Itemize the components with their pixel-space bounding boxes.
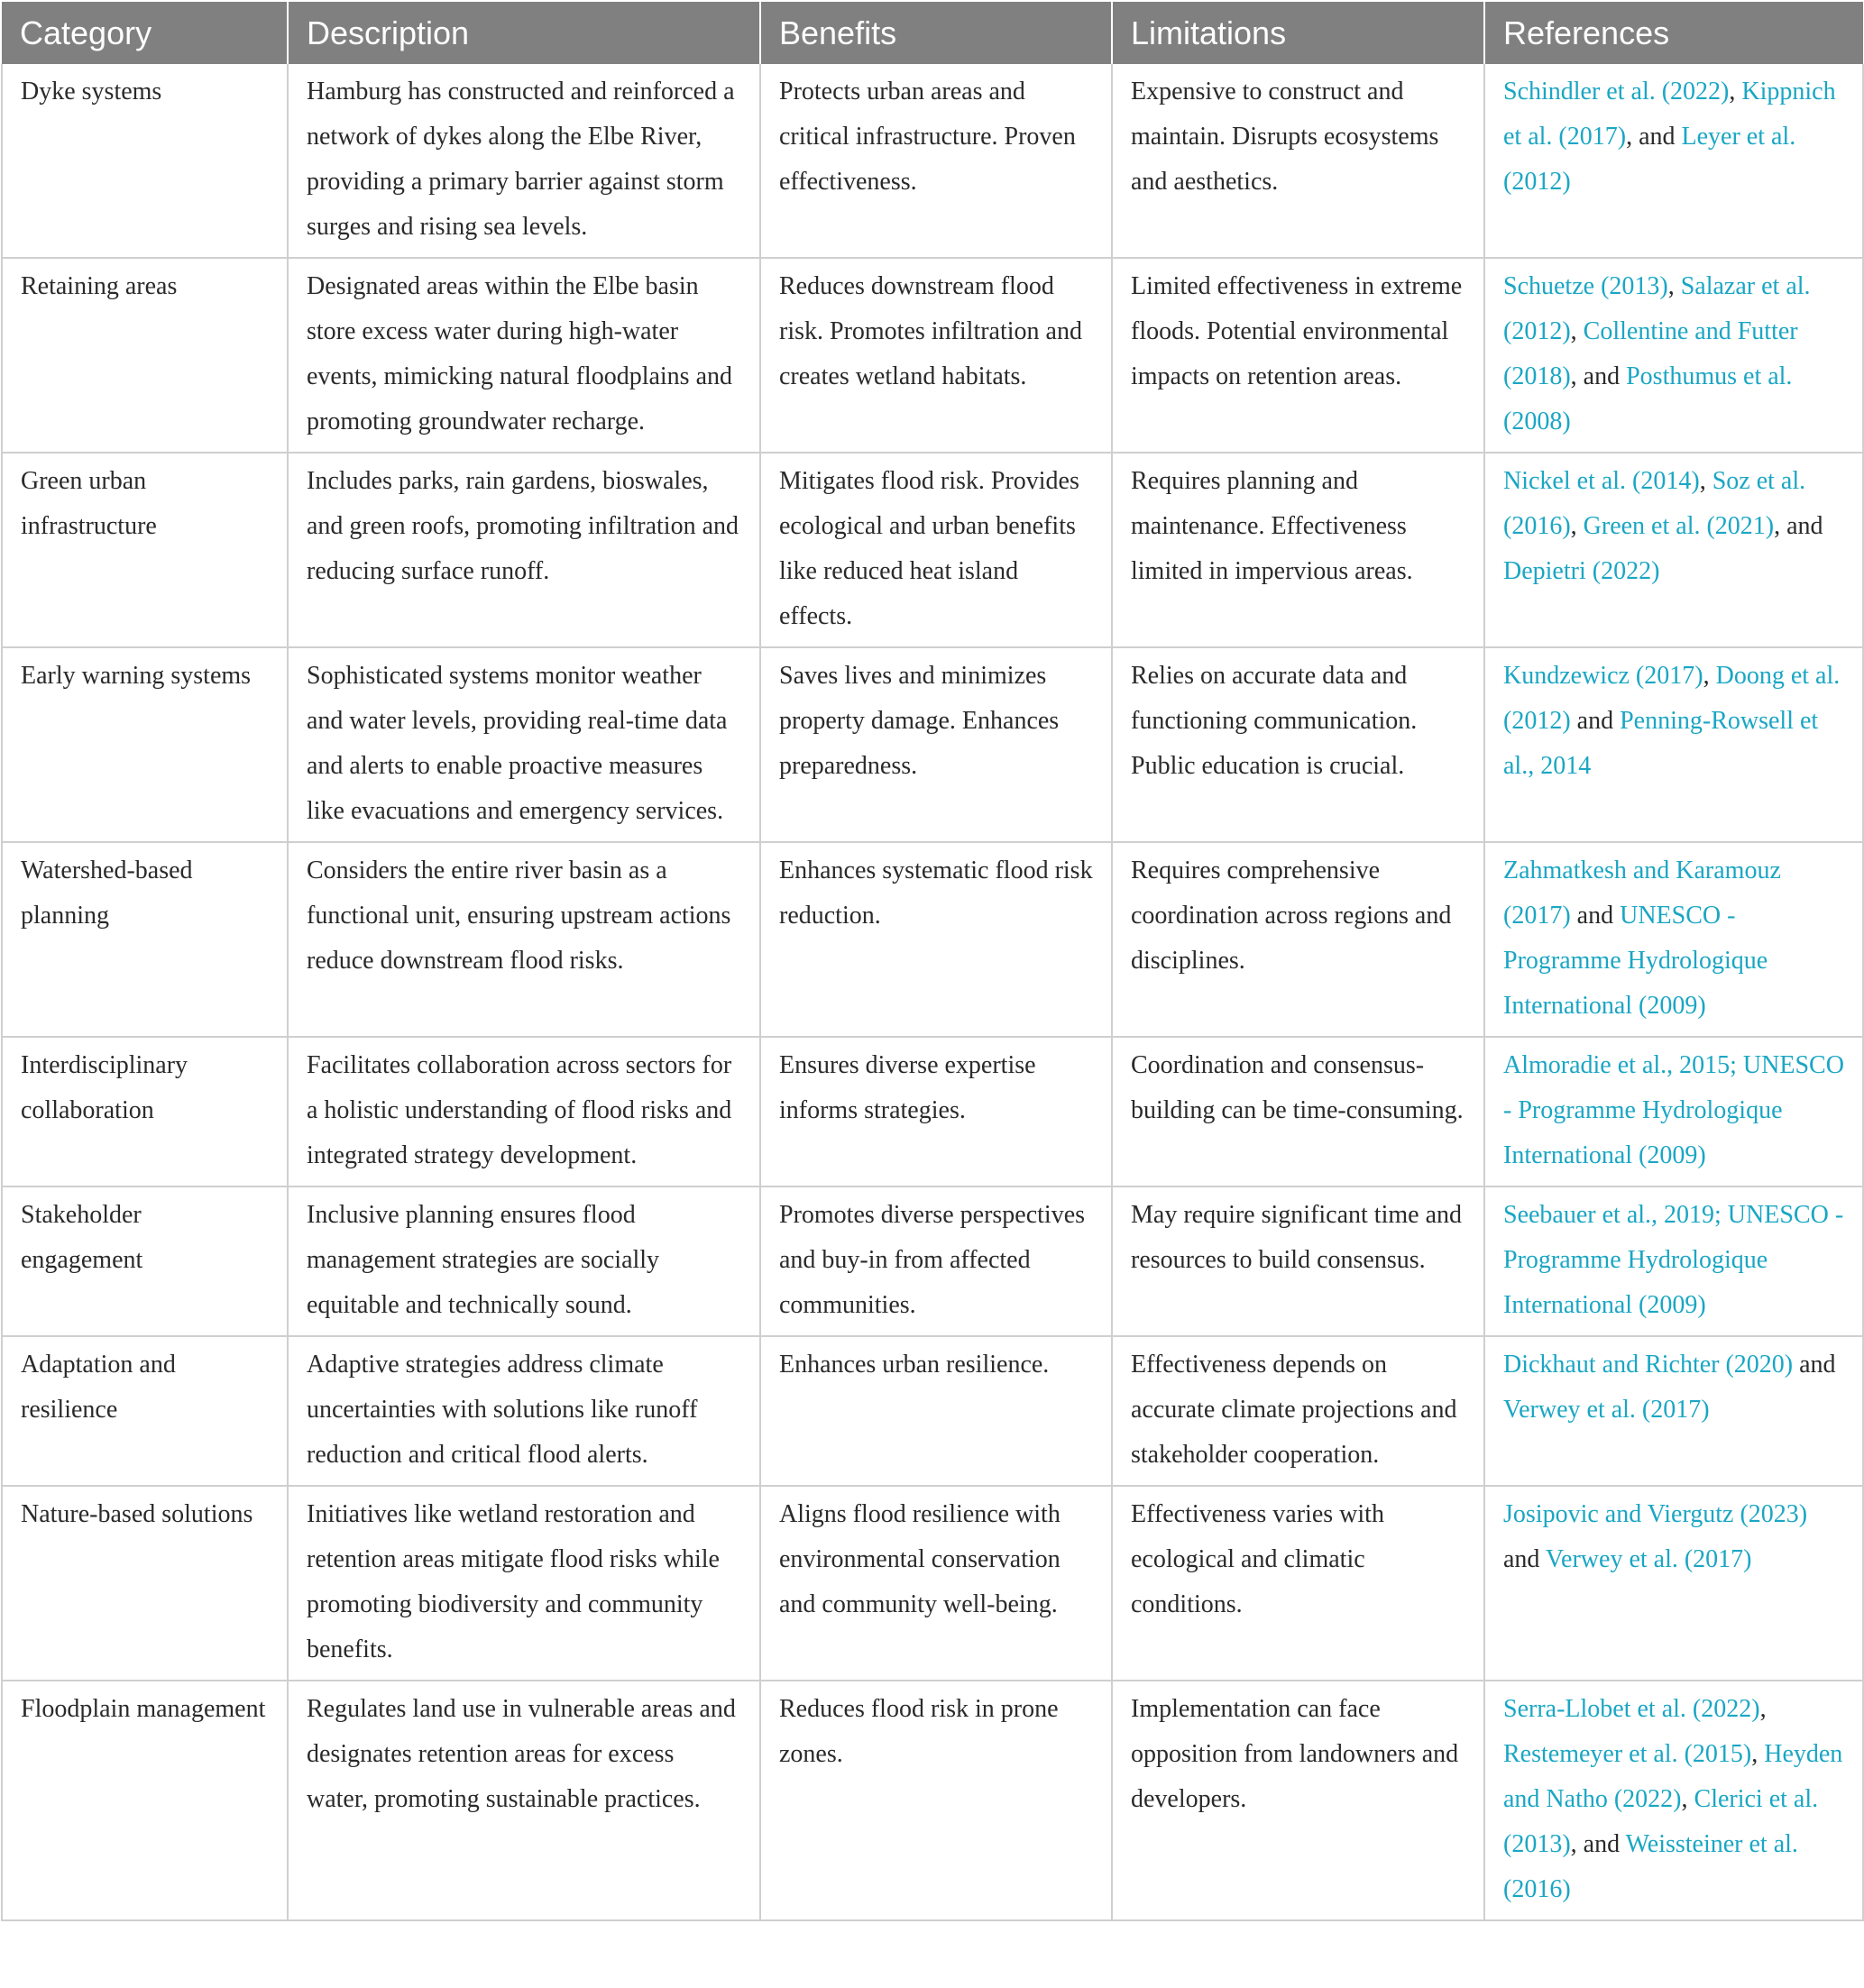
table-row xyxy=(2,842,1863,1037)
reference-separator: , xyxy=(1759,1695,1767,1723)
cell-limitations: Relies on accurate data and functioning communication. Public education is crucial. xyxy=(1112,647,1484,842)
cell-description: Considers the entire river basin as a functional unit, ensuring upstream actions reduce downstream flood risks. xyxy=(288,842,760,1037)
reference-separator: , xyxy=(1729,78,1742,105)
cell-description: Facilitates collaboration across sectors for a holistic understanding of flood risks and integrated strategy development. xyxy=(288,1037,760,1186)
reference-link[interactable]: Josipovic and Viergutz (2023) xyxy=(1503,1500,1808,1528)
reference-separator: , xyxy=(1681,1785,1694,1813)
reference-separator: , xyxy=(1667,272,1681,300)
reference-separator: and xyxy=(1570,902,1621,930)
cell-description: Regulates land use in vulnerable areas and designates retention areas for excess water, promoting sustainable practices. xyxy=(288,1681,760,1920)
reference-separator: , and xyxy=(1570,362,1627,390)
cell-limitations: Requires comprehensive coordination across regions and disciplines. xyxy=(1112,842,1484,1037)
reference-link[interactable]: UNESCO - Programme Hydrologique International (2009) xyxy=(1503,902,1768,1020)
reference-link[interactable]: Nickel et al. (2014) xyxy=(1503,467,1700,495)
cell-limitations: May require significant time and resources to build consensus. xyxy=(1112,1186,1484,1336)
header-category: Category xyxy=(2,2,288,64)
reference-link[interactable]: Kundzewicz (2017) xyxy=(1503,662,1703,690)
header-benefits: Benefits xyxy=(760,2,1112,64)
cell-references xyxy=(1484,258,1863,453)
cell-category: Adaptation and resilience xyxy=(2,1336,288,1486)
table-row xyxy=(2,64,1863,258)
cell-benefits: Mitigates flood risk. Provides ecological and urban benefits like reduced heat island effects. xyxy=(760,453,1112,647)
reference-separator: , and xyxy=(1570,1830,1626,1858)
cell-category: Green urban infrastructure xyxy=(2,453,288,647)
header-references: References xyxy=(1484,2,1863,64)
cell-limitations: Expensive to construct and maintain. Disrupts ecosystems and aesthetics. xyxy=(1112,64,1484,258)
table-header xyxy=(2,2,1863,64)
reference-separator: , xyxy=(1699,467,1712,495)
cell-references xyxy=(1484,1186,1863,1336)
cell-benefits: Enhances systematic flood risk reduction. xyxy=(760,842,1112,1037)
reference-link[interactable]: Collentine and Futter (2018) xyxy=(1503,317,1798,390)
reference-separator: , and xyxy=(1626,123,1682,151)
cell-description: Designated areas within the Elbe basin store excess water during high-water events, mimicking natural floodplains and promoting groundwater recharge. xyxy=(288,258,760,453)
reference-link[interactable]: Doong et al. (2012) xyxy=(1503,662,1841,735)
cell-category: Retaining areas xyxy=(2,258,288,453)
cell-description: Hamburg has constructed and reinforced a network of dykes along the Elbe River, providing a primary barrier against storm surges and rising sea levels. xyxy=(288,64,760,258)
cell-category: Floodplain management xyxy=(2,1681,288,1920)
reference-link[interactable]: Leyer et al. (2012) xyxy=(1503,123,1796,196)
cell-category: Watershed-based planning xyxy=(2,842,288,1037)
reference-link[interactable]: Schindler et al. (2022) xyxy=(1503,78,1730,105)
header-row xyxy=(2,2,1863,64)
cell-references xyxy=(1484,842,1863,1037)
cell-description: Inclusive planning ensures flood management strategies are socially equitable and technically sound. xyxy=(288,1186,760,1336)
cell-description: Includes parks, rain gardens, bioswales, and green roofs, promoting infiltration and reducing surface runoff. xyxy=(288,453,760,647)
reference-link[interactable]: Kippnich et al. (2017) xyxy=(1503,78,1836,151)
cell-references xyxy=(1484,1681,1863,1920)
reference-separator: and xyxy=(1570,707,1621,735)
cell-limitations: Implementation can face opposition from landowners and developers. xyxy=(1112,1681,1484,1920)
reference-separator: , xyxy=(1570,317,1584,345)
reference-link[interactable]: Clerici et al. (2013) xyxy=(1503,1785,1819,1858)
reference-link[interactable]: Schuetze (2013) xyxy=(1503,272,1668,300)
cell-category: Stakeholder engagement xyxy=(2,1186,288,1336)
reference-separator: and xyxy=(1793,1351,1836,1379)
cell-references xyxy=(1484,1486,1863,1681)
reference-link[interactable]: Zahmatkesh and Karamouz (2017) xyxy=(1503,857,1781,930)
cell-references xyxy=(1484,1037,1863,1186)
reference-separator: and xyxy=(1503,1545,1546,1573)
reference-link[interactable]: Verwey et al. (2017) xyxy=(1503,1396,1710,1424)
table-body xyxy=(2,64,1863,1920)
cell-description: Sophisticated systems monitor weather and water levels, providing real-time data and alerts to enable proactive measures like evacuations and emergency services. xyxy=(288,647,760,842)
cell-limitations: Effectiveness depends on accurate climate projections and stakeholder cooperation. xyxy=(1112,1336,1484,1486)
cell-benefits: Reduces downstream flood risk. Promotes infiltration and creates wetland habitats. xyxy=(760,258,1112,453)
cell-benefits: Saves lives and minimizes property damage. Enhances preparedness. xyxy=(760,647,1112,842)
reference-link[interactable]: Seebauer et al., 2019; UNESCO - Programme Hydrologique International (2009) xyxy=(1503,1201,1844,1319)
flood-management-table xyxy=(1,2,1864,1921)
cell-benefits: Protects urban areas and critical infrastructure. Proven effectiveness. xyxy=(760,64,1112,258)
reference-link[interactable]: Depietri (2022) xyxy=(1503,557,1660,585)
cell-benefits: Promotes diverse perspectives and buy-in from affected communities. xyxy=(760,1186,1112,1336)
cell-references xyxy=(1484,64,1863,258)
reference-separator: , and xyxy=(1774,512,1823,540)
cell-benefits: Reduces flood risk in prone zones. xyxy=(760,1681,1112,1920)
cell-category: Dyke systems xyxy=(2,64,288,258)
cell-category: Early warning systems xyxy=(2,647,288,842)
reference-link[interactable]: Serra-Llobet et al. (2022) xyxy=(1503,1695,1760,1723)
cell-limitations: Effectiveness varies with ecological and climatic conditions. xyxy=(1112,1486,1484,1681)
table-row xyxy=(2,1037,1863,1186)
cell-description: Adaptive strategies address climate uncertainties with solutions like runoff reduction and critical flood alerts. xyxy=(288,1336,760,1486)
header-limitations: Limitations xyxy=(1112,2,1484,64)
table-row xyxy=(2,1336,1863,1486)
table-row xyxy=(2,1681,1863,1920)
reference-link[interactable]: Restemeyer et al. (2015) xyxy=(1503,1740,1752,1768)
reference-link[interactable]: Penning-Rowsell et al., 2014 xyxy=(1503,707,1819,780)
reference-link[interactable]: Almoradie et al., 2015; UNESCO - Programme Hydrologique International (2009) xyxy=(1503,1051,1844,1169)
cell-category: Interdisciplinary collaboration xyxy=(2,1037,288,1186)
table-row xyxy=(2,1186,1863,1336)
reference-link[interactable]: Weissteiner et al. (2016) xyxy=(1503,1830,1798,1903)
cell-references xyxy=(1484,453,1863,647)
reference-link[interactable]: Verwey et al. (2017) xyxy=(1545,1545,1752,1573)
table-row xyxy=(2,258,1863,453)
table-row xyxy=(2,1486,1863,1681)
reference-separator: , xyxy=(1751,1740,1765,1768)
reference-link[interactable]: Soz et al. (2016) xyxy=(1503,467,1806,540)
reference-separator: , xyxy=(1703,662,1716,690)
cell-limitations: Coordination and consensus-building can be time-consuming. xyxy=(1112,1037,1484,1186)
cell-category: Nature-based solutions xyxy=(2,1486,288,1681)
table-row xyxy=(2,647,1863,842)
cell-limitations: Limited effectiveness in extreme floods. Potential environmental impacts on retention areas. xyxy=(1112,258,1484,453)
cell-limitations: Requires planning and maintenance. Effectiveness limited in impervious areas. xyxy=(1112,453,1484,647)
reference-separator: , xyxy=(1570,512,1584,540)
reference-link[interactable]: Dickhaut and Richter (2020) xyxy=(1503,1351,1794,1379)
table-row xyxy=(2,453,1863,647)
cell-description: Initiatives like wetland restoration and retention areas mitigate flood risks while promoting biodiversity and community benefits. xyxy=(288,1486,760,1681)
reference-link[interactable]: Green et al. (2021) xyxy=(1583,512,1775,540)
reference-link[interactable]: Salazar et al. (2012) xyxy=(1503,272,1811,345)
reference-link[interactable]: Heyden and Natho (2022) xyxy=(1503,1740,1843,1813)
cell-benefits: Enhances urban resilience. xyxy=(760,1336,1112,1486)
cell-benefits: Aligns flood resilience with environmental conservation and community well-being. xyxy=(760,1486,1112,1681)
cell-benefits: Ensures diverse expertise informs strategies. xyxy=(760,1037,1112,1186)
header-description: Description xyxy=(288,2,760,64)
cell-references xyxy=(1484,647,1863,842)
cell-references xyxy=(1484,1336,1863,1486)
reference-link[interactable]: Posthumus et al. (2008) xyxy=(1503,362,1793,435)
